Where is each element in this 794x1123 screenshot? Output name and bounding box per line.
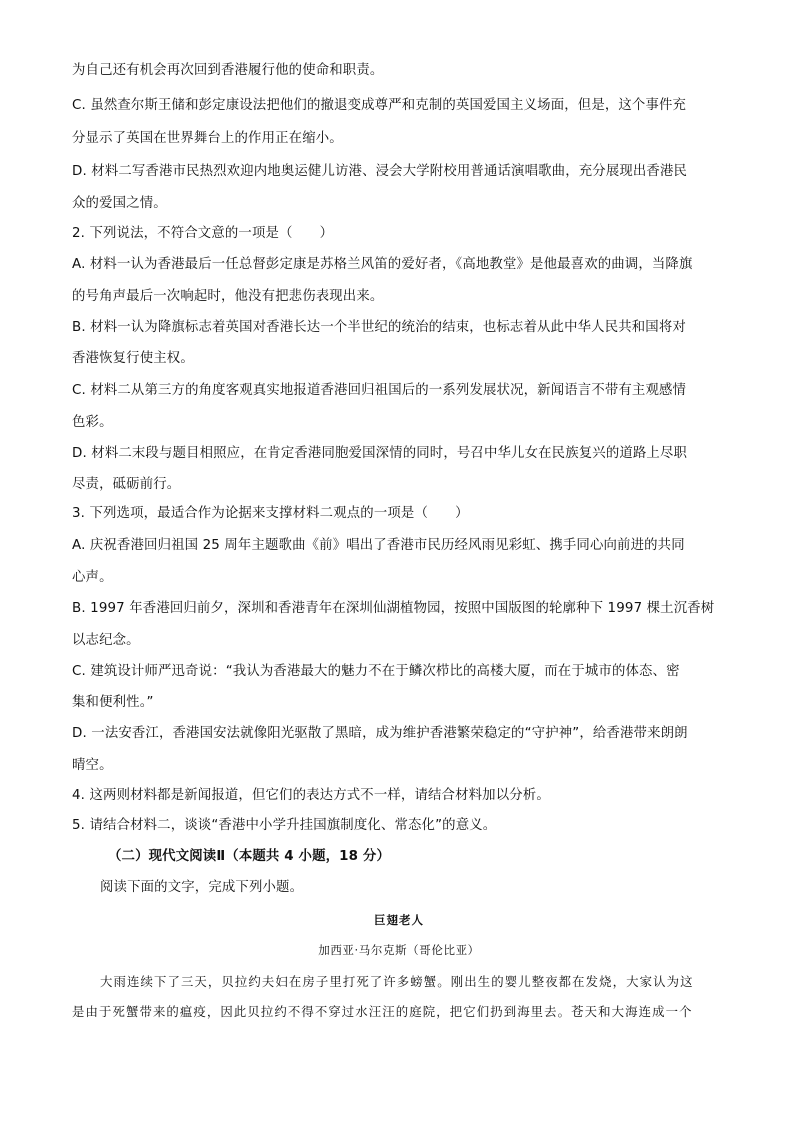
q2-option-d-line-1: D. 材料二末段与题目相照应，在肯定香港同胞爱国深情的同时，号召中华儿女在民族复兴的道路上尽职 — [72, 446, 688, 461]
story-title: 巨翅老人 — [374, 913, 424, 927]
story-author: 加西亚·马尔克斯（哥伦比亚） — [318, 943, 480, 957]
q2-option-c-line-2: 色彩。 — [72, 415, 113, 430]
q3-option-c-line-2: 集和便利性。” — [72, 695, 154, 710]
q2-option-c-line-1: C. 材料二从第三方的角度客观真实地报道香港回归祖国后的一系列发展状况，新闻语言不带有主观感情 — [72, 383, 687, 398]
q3-option-b-line-1: B. 1997 年香港回归前夕，深圳和香港青年在深圳仙湖植物园，按照中国版图的轮廓种下 1997 棵土沉香树 — [72, 601, 715, 616]
option-c-line-2: 分显示了英国在世界舞台上的作用正在缩小。 — [72, 131, 343, 146]
question-5: 5. 请结合材料二，谈谈“香港中小学升挂国旗制度化、常态化”的意义。 — [72, 818, 497, 833]
q3-option-a-line-2: 心声。 — [72, 570, 113, 585]
text-line: 为自己还有机会再次回到香港履行他的使命和职责。 — [72, 63, 384, 78]
q3-option-b-line-2: 以志纪念。 — [72, 633, 140, 648]
question-3: 3. 下列选项，最适合作为论据来支撑材料二观点的一项是（ ） — [72, 506, 469, 521]
q3-option-d-line-1: D. 一法安香江，香港国安法就像阳光驱散了黑暗，成为维护香港繁荣稳定的“守护神”，给香港带来朗朗 — [72, 726, 688, 741]
reading-instruction: 阅读下面的文字，完成下列小题。 — [100, 880, 304, 895]
q2-option-a-line-1: A. 材料一认为香港最后一任总督彭定康是苏格兰风笛的爱好者，《高地教堂》是他最喜欢的曲调，当降旗 — [72, 257, 693, 272]
q2-option-d-line-2: 尽责，砥砺前行。 — [72, 477, 181, 492]
q3-option-c-line-1: C. 建筑设计师严迅奇说：“我认为香港最大的魅力不在于鳞次栉比的高楼大厦，而在于城市的体态、密 — [72, 664, 680, 679]
option-d-line-2: 众的爱国之情。 — [72, 196, 167, 211]
q2-option-a-line-2: 的号角声最后一次响起时，他没有把悲伤表现出来。 — [72, 289, 384, 304]
section-heading: （二）现代文阅读Ⅱ（本题共 4 小题，18 分） — [108, 849, 390, 864]
option-d-line-1: D. 材料二写香港市民热烈欢迎内地奥运健儿访港、浸会大学附校用普通话演唱歌曲，充分展现出香港民 — [72, 164, 688, 179]
story-paragraph-line-1: 大雨连续下了三天，贝拉约夫妇在房子里打死了许多螃蟹。刚出生的婴儿整夜都在发烧，大家认为这 — [100, 974, 694, 989]
q3-option-d-line-2: 晴空。 — [72, 758, 113, 773]
question-2: 2. 下列说法，不符合文意的一项是（ ） — [72, 226, 334, 241]
q3-option-a-line-1: A. 庆祝香港回归祖国 25 周年主题歌曲《前》唱出了香港市民历经风雨见彩虹、携手同心向前进的共同 — [72, 538, 685, 553]
q2-option-b-line-2: 香港恢复行使主权。 — [72, 351, 194, 366]
q2-option-b-line-1: B. 材料一认为降旗标志着英国对香港长达一个半世纪的统治的结束，也标志着从此中华人民共和国将对 — [72, 320, 686, 335]
story-paragraph-line-2: 是由于死蟹带来的瘟疫，因此贝拉约不得不穿过水汪汪的庭院，把它们扔到海里去。苍天和大海连成一个 — [72, 1004, 693, 1019]
option-c-line-1: C. 虽然查尔斯王储和彭定康设法把他们的撤退变成尊严和克制的英国爱国主义场面，但是，这个事件充 — [72, 98, 687, 113]
question-4: 4. 这两则材料都是新闻报道，但它们的表达方式不一样，请结合材料加以分析。 — [72, 788, 550, 803]
